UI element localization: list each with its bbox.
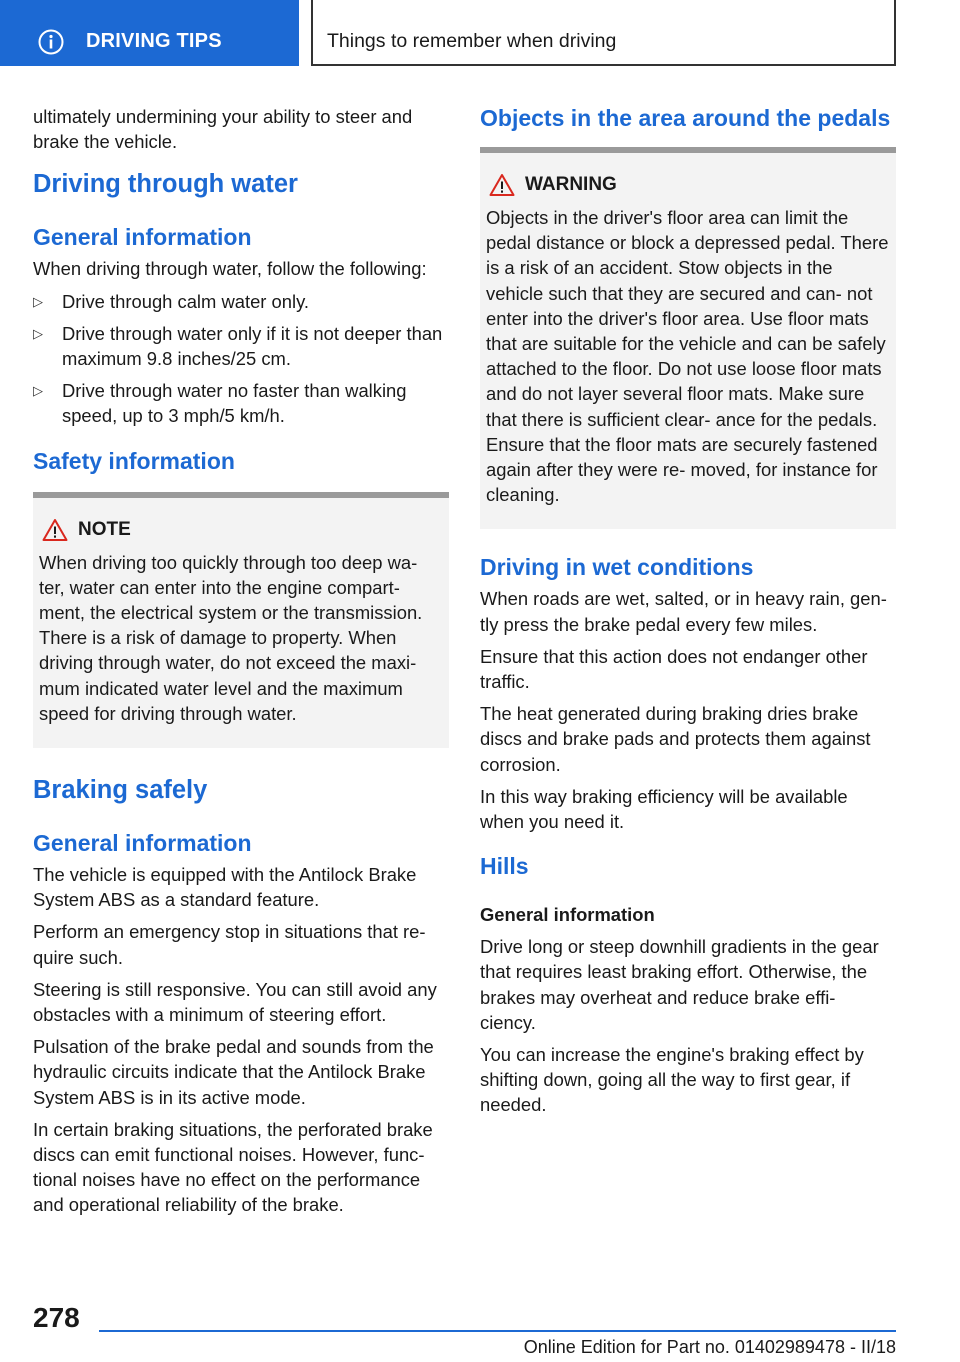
braking-paragraph: Perform an emergency stop in situations that re‐ quire such. <box>33 921 426 968</box>
warning-callout <box>480 147 896 529</box>
intro-paragraph: ultimately undermining your ability to steer and brake the vehicle. <box>33 106 413 153</box>
hills-paragraph: You can increase the engine's braking effect by shifting down, going all the way to first gear, if needed. <box>480 1044 864 1116</box>
wet-paragraph: When roads are wet, salted, or in heavy rain, gen‐ tly press the brake pedal every few miles. <box>480 588 887 635</box>
warning-triangle-icon <box>42 518 68 542</box>
note-text: When driving too quickly through too deep wa‐ ter, water can enter into the engine compart‐ ment, the electrical system or the transmission. There is a risk of damage to property. When driving through water, do not exceed the maxi‐ mum indicated water level and the maximum speed for driving through water. <box>39 551 423 724</box>
warning-title <box>486 173 890 197</box>
warning-label: WARNING <box>525 174 617 195</box>
heading-hills: Hills <box>480 853 529 880</box>
info-icon <box>38 29 64 55</box>
topic-title: Things to remember when driving <box>327 30 617 52</box>
heading-braking-safely: Braking safely <box>33 776 208 805</box>
heading-braking-general-information: General information <box>33 830 252 857</box>
braking-paragraph: Pulsation of the brake pedal and sounds from the hydraulic circuits indicate that the Antilock Brake System ABS is in its active mode. <box>33 1036 434 1108</box>
list-item: ▷ Drive through water no faster than walking speed, up to 3 mph/5 km/h. <box>33 380 407 427</box>
topic-box <box>311 0 896 66</box>
braking-paragraph: The vehicle is equipped with the Antilock Brake System ABS as a standard feature. <box>33 864 417 911</box>
note-title <box>39 518 443 542</box>
triangle-bullet-icon: ▷ <box>33 383 43 399</box>
note-callout <box>33 492 449 748</box>
warning-triangle-icon <box>489 173 515 197</box>
list-item: ▷ Drive through water only if it is not deeper than maximum 9.8 inches/25 cm. <box>33 322 443 370</box>
triangle-bullet-icon: ▷ <box>33 325 43 341</box>
braking-paragraph: Steering is still responsive. You can still avoid any obstacles with a minimum of steering effort. <box>33 978 437 1026</box>
footer-divider <box>99 1330 896 1332</box>
heading-driving-through-water: Driving through water <box>33 170 298 199</box>
heading-safety-information: Safety information <box>33 447 235 474</box>
note-label: NOTE <box>78 518 131 540</box>
heading-hills-general-information: General information <box>480 904 655 926</box>
section-tab <box>0 0 299 66</box>
page-number: 278 <box>33 1302 80 1333</box>
wet-paragraph: The heat generated during braking dries brake discs and brake pads and protects them against corrosion. <box>480 703 871 775</box>
warning-text: Objects in the driver's floor area can limit the pedal distance or block a depressed pedal. There is a risk of an accident. Stow objects in the vehicle such that they are secured and can‐ not enter into the driver's floor area. Use floor mats that are suitable for the vehicle and can be safely attached to the floor. Do not use loose floor mats and do not layer several floor mats. Make sure that there is sufficient clear‐ ance for the pedals. Ensure that the floor mats are securely fastened again after they were re‐ moved, for instance for cleaning. <box>486 207 889 506</box>
wet-paragraph: In this way braking efficiency will be available when you need it. <box>480 785 848 833</box>
section-label: DRIVING TIPS <box>86 30 222 52</box>
left-column <box>33 104 449 1225</box>
water-bullet-list <box>33 289 449 429</box>
wet-paragraph: Ensure that this action does not endanger other traffic. <box>480 645 868 693</box>
hills-paragraph: Drive long or steep downhill gradients in the gear that requires least braking effort. Otherwise, the brakes may overheat and reduce brake effi‐ ciency. <box>480 936 879 1033</box>
water-general-text: When driving through water, follow the following: <box>33 258 427 280</box>
edition-text: Online Edition for Part no. 01402989478 - II/18 <box>523 1337 896 1357</box>
triangle-bullet-icon: ▷ <box>33 293 43 309</box>
heading-objects-around-pedals: Objects in the area around the pedals <box>480 105 891 131</box>
heading-water-general-information: General information <box>33 224 252 251</box>
right-column <box>480 104 896 1125</box>
braking-paragraph: In certain braking situations, the perforated brake discs can emit functional noises. However, func‐ tional noises have no effect on the performance and operational reliability of the brake. <box>33 1118 433 1216</box>
list-item: ▷ Drive through calm water only. <box>33 289 449 314</box>
heading-driving-wet-conditions: Driving in wet conditions <box>480 554 754 581</box>
